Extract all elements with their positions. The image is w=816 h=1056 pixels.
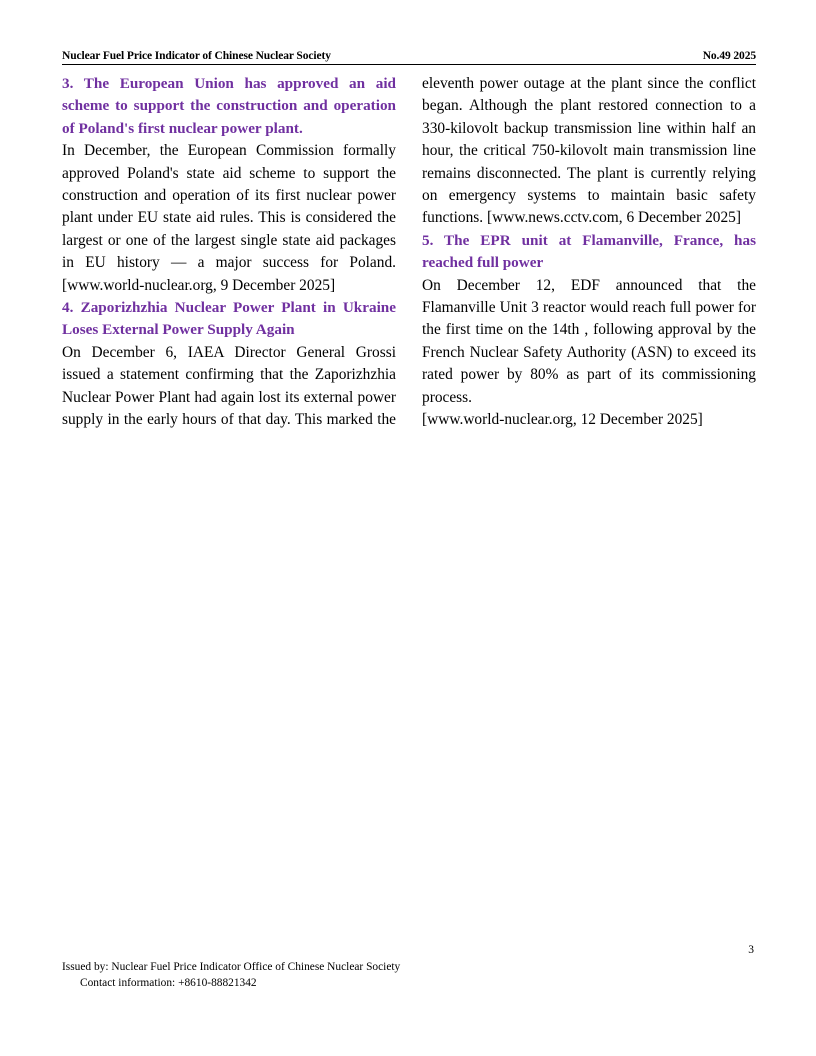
section-paragraph-4-part1: On December 6, IAEA Director General Grossi issued a statement confirming that the Zaporizhzhia Nuclear Power Plant had again lost its external power supply in the early hours of that day. This marked the — [62, 343, 396, 429]
section-heading-3: 3. The European Union has approved an aid scheme to support the construction and operation of Poland's first nuclear power plant. — [62, 75, 396, 137]
header-title-left: Nuclear Fuel Price Indicator of Chinese Nuclear Society — [62, 50, 331, 62]
header-issue-number: No.49 2025 — [702, 50, 756, 62]
section-heading-4: 4. Zaporizhzhia Nuclear Power Plant in Ukraine Loses External Power Supply Again — [62, 299, 396, 339]
page-footer — [62, 960, 756, 991]
footer-issued-by: Issued by: Nuclear Fuel Price Indicator Office of Chinese Nuclear Society — [62, 961, 401, 973]
footer-contact: Contact information: +8610-88821342 — [80, 976, 257, 989]
section-citation-5: [www.world-nuclear.org, 12 December 2025] — [422, 411, 703, 429]
section-paragraph-4-part2: eleventh power outage at the plant since the conflict began. Although the plant restored connection to a 330-kilovolt backup transmission line within half an hour, the critical 750-kilovolt main transmission line remains disconnected. The plant is currently relying on emergency systems to maintain basic safety functions. [www.news.cctv.com, 6 December 2025] — [422, 75, 756, 227]
page-number: 3 — [748, 944, 754, 956]
running-header — [62, 50, 756, 65]
section-heading-5: 5. The EPR unit at Flamanville, France, has reached full power — [422, 231, 756, 272]
right-column — [422, 73, 756, 432]
section-paragraph-5: On December 12, EDF announced that the Flamanville Unit 3 reactor would reach full power for the first time on the 14th , following approval by the French Nuclear Safety Authority (ASN) to exceed its rated power by 80% as part of its commissioning process. — [422, 276, 756, 406]
section-paragraph-3: In December, the European Commission formally approved Poland's state aid scheme to support the construction and operation of its first nuclear power plant under EU state aid rules. This is considered the largest or one of the largest single state aid packages in EU history — a major success for Poland. [www.world-nuclear.org, 9 December 2025] — [62, 142, 396, 294]
left-column — [62, 73, 396, 454]
